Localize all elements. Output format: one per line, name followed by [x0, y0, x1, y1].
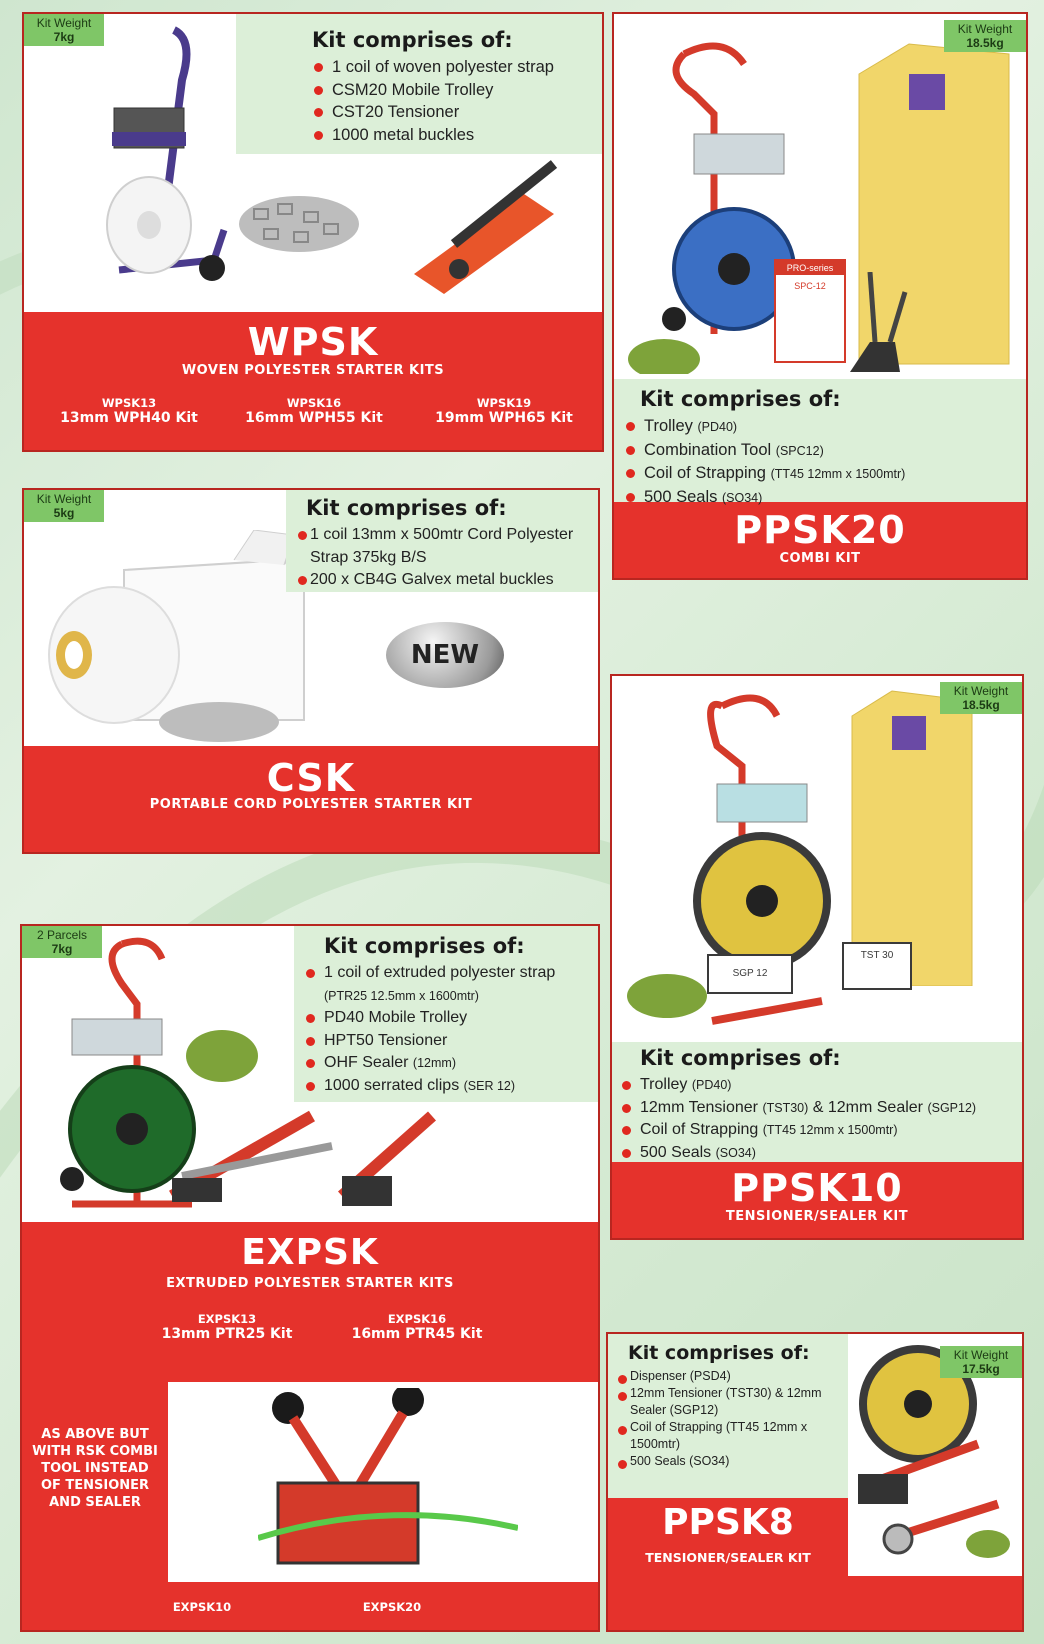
ppsk10-kit-box: [612, 1042, 1022, 1162]
ppsk20-kit-list: [624, 415, 1018, 509]
list-item: 1 coil 13mm x 500mtr Cord Polyester Strap 375kg B/S: [296, 524, 592, 569]
list-item: 500 Seals (SO34): [616, 1453, 844, 1470]
ppsk8-panel: [606, 1332, 1024, 1632]
list-item: HPT50 Tensioner: [304, 1030, 592, 1053]
list-item: CSM20 Mobile Trolley: [312, 79, 592, 102]
list-item: 1000 metal buckles: [312, 124, 592, 147]
ppsk8-title: PPSK8: [662, 1502, 794, 1543]
wpsk-variant: WPSK13 13mm WPH40 Kit: [60, 396, 198, 426]
weight-label: 2 Parcels: [36, 928, 88, 942]
ppsk20-weight-badge: [944, 20, 1026, 52]
list-item: 12mm Tensioner (TST30) & 12mm Sealer (SGP12): [616, 1385, 844, 1419]
ppsk10-kit-list: [620, 1074, 1016, 1164]
kit-heading: Kit comprises of:: [640, 1046, 841, 1070]
wpsk-kit-list: [312, 56, 592, 146]
weight-label: Kit Weight: [953, 684, 1009, 698]
weight-value: 5kg: [53, 506, 75, 520]
wpsk-panel: [22, 12, 604, 452]
list-item: Trolley (PD40): [620, 1074, 1016, 1097]
ohf-sealer-image: [332, 1106, 462, 1216]
list-item: 500 Seals (SO34): [620, 1142, 1016, 1165]
expsk-variant: EXPSK13 13mm PTR25 Kit: [161, 1312, 293, 1342]
weight-label: Kit Weight: [957, 22, 1013, 36]
combi-tool-image: [840, 272, 920, 379]
list-item: 1 coil of woven polyester strap: [312, 56, 592, 79]
expsk-panel: [20, 924, 600, 1632]
ppsk10-subtitle: TENSIONER/SEALER KIT: [725, 1209, 909, 1224]
ppsk10-photo: [612, 676, 1022, 1042]
wpsk-subtitle: WOVEN POLYESTER STARTER KITS: [181, 363, 445, 378]
ppsk8-subtitle: TENSIONER/SEALER KIT: [645, 1550, 811, 1565]
list-item: Coil of Strapping (TT45 12mm x 1500mtr): [616, 1419, 844, 1453]
csk-subtitle: PORTABLE CORD POLYESTER STARTER KIT: [149, 797, 473, 812]
expsk-photo: [22, 926, 598, 1222]
list-item: 12mm Tensioner (TST30) & 12mm Sealer (SGP12): [620, 1097, 1016, 1120]
list-item: Combination Tool (SPC12): [624, 439, 1018, 463]
new-badge: NEW: [386, 622, 504, 688]
ppsk20-kit-box: [614, 379, 1026, 506]
kit-heading: Kit comprises of:: [324, 934, 525, 958]
kit-heading: Kit comprises of:: [640, 387, 841, 411]
expsk-kit-list: [304, 962, 592, 1097]
ppsk8-photo: [848, 1334, 1022, 1576]
ppsk20-title: PPSK20: [734, 508, 906, 552]
tensioner-box: TST 30: [842, 942, 912, 990]
ppsk20-photo: [614, 14, 1026, 379]
sealer-box: SGP 12: [707, 954, 793, 994]
rsk-combi-tool-image: [258, 1388, 518, 1578]
list-item: Coil of Strapping (TT45 12mm x 1500mtr): [620, 1119, 1016, 1142]
list-item: 200 x CB4G Galvex metal buckles: [296, 569, 592, 592]
csk-title: CSK: [266, 756, 356, 800]
csk-kit-list: [296, 524, 592, 592]
ppsk8-kit-box: [608, 1334, 848, 1498]
rsk-combi-tool-photo: [168, 1382, 598, 1582]
list-item: Dispenser (PSD4): [616, 1368, 844, 1385]
list-item: CST20 Tensioner: [312, 101, 592, 124]
kit-heading: Kit comprises of:: [628, 1342, 810, 1364]
list-item: 1000 serrated clips (SER 12): [304, 1075, 592, 1098]
wpsk-title: WPSK: [247, 320, 379, 364]
expsk-bottom-code: EXPSK20: [362, 1600, 422, 1614]
expsk-bottom-code: EXPSK10: [172, 1600, 232, 1614]
weight-value: 18.5kg: [962, 698, 1000, 712]
weight-label: Kit Weight: [36, 492, 92, 506]
expsk-variant: EXPSK16 16mm PTR45 Kit: [351, 1312, 483, 1342]
wpsk-photo: [24, 14, 602, 312]
ppsk20-subtitle: COMBI KIT: [779, 551, 861, 566]
list-item: Coil of Strapping (TT45 12mm x 1500mtr): [624, 462, 1018, 486]
tensioner-image: [404, 154, 584, 304]
weight-value: 7kg: [53, 30, 75, 44]
ppsk10-weight-badge: [940, 682, 1022, 714]
serrated-clips-image: [182, 1026, 262, 1086]
ppsk10-title: PPSK10: [731, 1166, 903, 1210]
trolley-image: [64, 20, 264, 310]
ppsk8-weight-badge: [940, 1346, 1022, 1378]
weight-value: 17.5kg: [962, 1362, 1000, 1376]
kit-heading: Kit comprises of:: [312, 28, 513, 52]
galvex-buckles-image: [154, 690, 284, 746]
expsk-weight-badge: [22, 926, 102, 958]
wpsk-kit-box: [236, 14, 602, 154]
ppsk8-kit-list: [616, 1368, 844, 1470]
ppsk20-panel: [612, 12, 1028, 580]
list-item: PD40 Mobile Trolley: [304, 1007, 592, 1030]
wpsk-weight-badge: [24, 14, 104, 46]
expsk-subtitle: EXTRUDED POLYESTER STARTER KITS: [166, 1276, 454, 1291]
csk-weight-badge: [24, 490, 104, 522]
list-item: 1 coil of extruded polyester strap (PTR25 12.5mm x 1600mtr): [304, 962, 592, 1007]
weight-value: 18.5kg: [966, 36, 1004, 50]
wpsk-variant: WPSK16 16mm WPH55 Kit: [245, 396, 383, 426]
weight-label: Kit Weight: [953, 1348, 1009, 1362]
list-item: OHF Sealer (12mm): [304, 1052, 592, 1075]
wpsk-variant: WPSK19 19mm WPH65 Kit: [435, 396, 573, 426]
csk-photo: [24, 490, 598, 746]
expsk-title: EXPSK: [241, 1232, 379, 1273]
combi-tool-box: PRO-series SPC-12: [774, 259, 846, 363]
csk-panel: [22, 488, 600, 854]
list-item: Trolley (PD40): [624, 415, 1018, 439]
csk-kit-box: [286, 490, 598, 592]
hpt50-tensioner-image: [162, 1096, 342, 1216]
shipping-box-image: [842, 686, 982, 986]
weight-label: Kit Weight: [36, 16, 92, 30]
list-item: 500 Seals (SO34): [624, 486, 1018, 510]
expsk-note: AS ABOVE BUT WITH RSK COMBI TOOL INSTEAD OF TENSIONER AND SEALER: [32, 1427, 158, 1510]
ppsk10-panel: [610, 674, 1024, 1240]
kit-heading: Kit comprises of:: [306, 496, 507, 520]
buckles-image: [234, 174, 364, 264]
expsk-kit-box: [294, 926, 598, 1102]
weight-value: 7kg: [51, 942, 73, 956]
